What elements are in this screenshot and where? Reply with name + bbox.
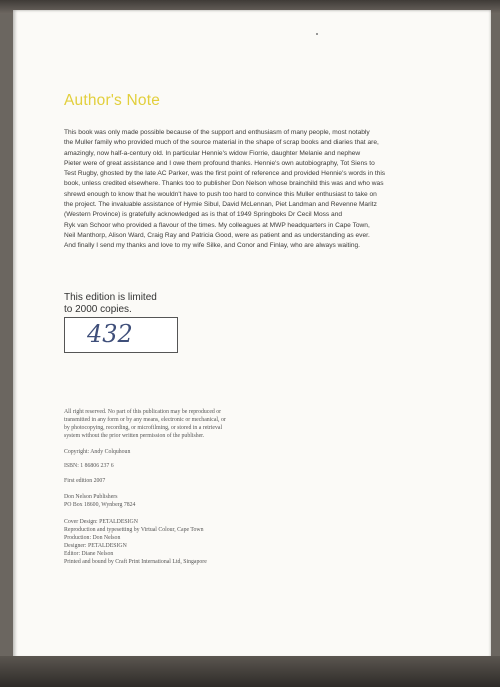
credit-line: Printed and bound by Craft Print International Ltd, Singapore xyxy=(64,559,207,565)
first-edition-text: First edition 2007 xyxy=(64,478,106,484)
credit-line: Cover Design: PETALDESIGN xyxy=(64,519,138,525)
authors-note-body xyxy=(64,128,484,252)
copy-number-box xyxy=(64,317,178,353)
isbn-line xyxy=(64,462,344,470)
rights-line: system without the prior written permission of the publisher. xyxy=(64,433,205,439)
rights-line: by photocopying, recording, or microfilming, or stored in a retrieval xyxy=(64,425,223,431)
note-line: This book was only made possible because of the support and enthusiasm of many people, most notably xyxy=(64,129,370,136)
publisher-block xyxy=(64,493,344,509)
note-line: book, unless credited elsewhere. Thanks too to publisher Don Nelson whose brainchild this was and who was xyxy=(64,180,384,188)
note-line: the project. The invaluable assistance of Hymie Sibul, David McLennan, Piet Landman and Revenne Maritz xyxy=(64,201,377,209)
rights-notice xyxy=(64,408,324,440)
limited-edition-line-2: to 2000 copies. xyxy=(64,303,132,315)
note-line: Pieter were of great assistance and I owe them profound thanks. Hennie's own autobiography, Tot Siens to xyxy=(64,159,375,167)
note-line: Test Rugby, ghosted by the late AC Parker, was the first point of reference and provided Hennie's words in this xyxy=(64,170,386,178)
note-line: amazingly, now half-a-century old. In particular Hennie's widow Fiorrie, daughter Melanie and nephew xyxy=(64,149,361,157)
credit-line: Designer: PETALDESIGN xyxy=(64,543,127,549)
publisher-address: PO Box 18600, Wynberg 7824 xyxy=(64,502,136,508)
credit-line: Production: Don Nelson xyxy=(64,535,121,541)
note-line: Neil Manthorp, Alison Ward, Craig Ray and Patricia Good, were as patient and as understanding as ever. xyxy=(64,231,370,239)
publisher-name: Don Nelson Publishers xyxy=(64,494,118,500)
book-page xyxy=(13,10,491,658)
credits-block xyxy=(64,518,344,566)
credit-line: Editor: Diane Nelson xyxy=(64,551,114,557)
credit-line: Reproduction and typesetting by Virtual Colour, Cape Town xyxy=(64,527,204,533)
authors-note-heading: Author's Note xyxy=(64,92,161,109)
paper-speck xyxy=(316,33,318,35)
note-line: the Muller family who provided much of the source material in the shape of scrap books and diaries that are, xyxy=(64,139,379,147)
handwritten-copy-number: 432 xyxy=(87,320,133,348)
edition-line xyxy=(64,477,344,485)
rights-line: transmitted in any form or by any means, electronic or mechanical, or xyxy=(64,417,226,423)
scan-edge-bottom xyxy=(0,656,500,687)
note-line: And finally I send my thanks and love to my wife Silke, and Conor and Finlay, who are always waiting. xyxy=(64,242,361,250)
copyright-line xyxy=(64,448,344,456)
copyright-text: Copyright: Andy Colquhoun xyxy=(64,449,131,455)
isbn-text: ISBN: 1 86806 237 6 xyxy=(64,463,114,469)
limited-edition-line-1: This edition is limited xyxy=(64,292,157,303)
note-line: (Western Province) is gratefully acknowledged as is that of 1949 Springboks Dr Cecil Moss and xyxy=(64,211,343,219)
note-line: Ryk van Schoor who provided a flavour of the times. My colleagues at MWP headquarters in Cape Town, xyxy=(64,221,370,229)
rights-line: All right reserved. No part of this publication may be reproduced or xyxy=(64,409,222,415)
limited-edition-statement xyxy=(64,292,157,315)
note-line: shrewd enough to know that he wouldn't have to push too hard to convince this Muller enthusiast to take on xyxy=(64,190,377,198)
